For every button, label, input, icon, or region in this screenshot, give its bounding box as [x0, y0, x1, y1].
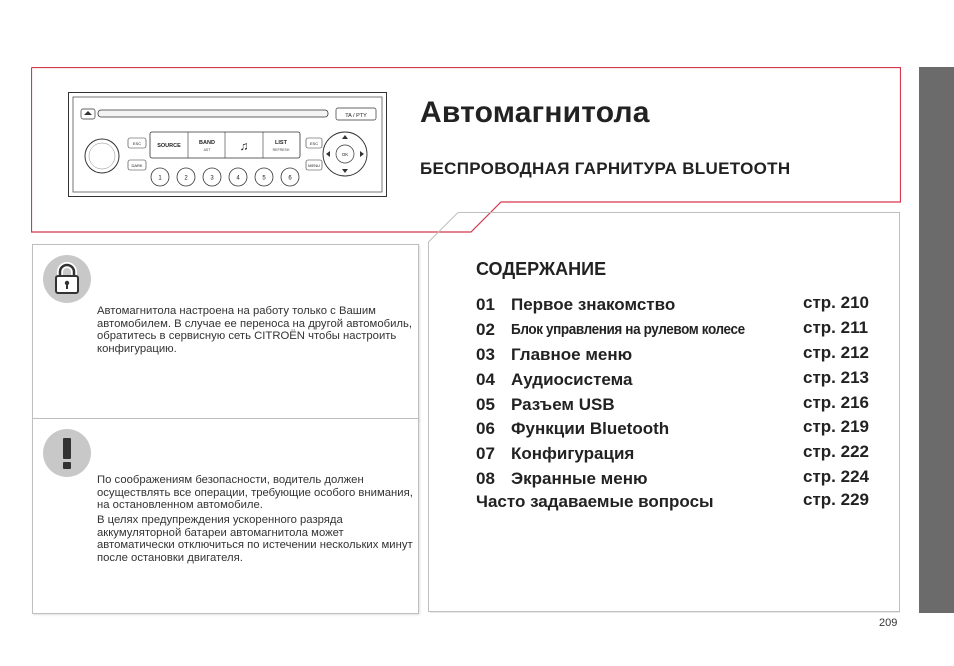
radio-illustration	[68, 92, 388, 203]
exclamation-icon-circle	[43, 429, 91, 477]
preset-5-label: 5	[262, 175, 266, 182]
toc-item-label: Аудиосистема	[511, 370, 633, 389]
toc-item-number: 04	[476, 370, 495, 389]
toc-item-faq[interactable]	[476, 492, 886, 516]
toc-item-04[interactable]	[476, 370, 886, 394]
contents-heading: СОДЕРЖАНИЕ	[476, 259, 607, 279]
toc-item-label: Первое знакомство	[511, 295, 676, 314]
toc-item-03[interactable]	[476, 345, 886, 369]
toc-item-06[interactable]	[476, 419, 886, 443]
toc-item-number: 08	[476, 469, 495, 488]
band-sub-label: AST	[203, 148, 211, 152]
toc-item-07[interactable]	[476, 444, 886, 468]
toc-item-number: 03	[476, 345, 495, 364]
toc-item-page: стр. 219	[803, 417, 869, 436]
page-number: 209	[879, 617, 898, 629]
lock-info-box	[32, 244, 419, 420]
chapter-side-tab	[919, 67, 954, 613]
padlock-icon-circle	[43, 255, 91, 303]
ta-pty-label: TA / PTY	[345, 113, 367, 119]
source-button[interactable]: SOURCE	[157, 143, 181, 149]
toc-item-label: Блок управления на рулевом колесе	[511, 322, 745, 338]
page-subtitle: БЕСПРОВОДНАЯ ГАРНИТУРА BLUETOOTH	[420, 159, 791, 178]
warning-info-text-2: В целях предупреждения ускоренного разряда аккумуляторной батареи автомагнитола может автоматически отключиться по истечении нескольких минут после остановки двигателя.	[97, 514, 413, 564]
toc-item-label: Разъем USB	[511, 395, 615, 414]
lock-info-text: Автомагнитола настроена на работу только с Вашим автомобилем. В случае ее переноса на другой автомобиль, обратитесь в сервисную сеть CITROËN чтобы настроить конфигурацию.	[97, 305, 412, 355]
cd-slot	[98, 110, 328, 117]
toc-item-page: стр. 213	[803, 368, 869, 387]
toc-faq-label: Часто задаваемые вопросы	[476, 492, 714, 511]
preset-4-label: 4	[236, 175, 240, 182]
esc-right-label: ESC	[309, 141, 319, 146]
toc-item-number: 07	[476, 444, 495, 463]
esc-left-label: ESC	[132, 141, 142, 146]
toc-item-number: 06	[476, 419, 495, 438]
toc-item-number: 01	[476, 295, 495, 314]
ok-label: OK	[341, 152, 349, 157]
dark-label: DARK	[131, 163, 143, 168]
toc-item-page: стр. 222	[803, 442, 869, 461]
toc-item-01[interactable]	[476, 295, 886, 319]
toc-item-label: Экранные меню	[511, 469, 648, 488]
toc-item-number: 05	[476, 395, 495, 414]
toc-item-number: 02	[476, 320, 495, 339]
menu-label: MENU	[308, 163, 320, 168]
toc-item-page: стр. 212	[803, 343, 869, 362]
toc-item-label: Главное меню	[511, 345, 633, 364]
volume-knob[interactable]	[85, 139, 119, 173]
warning-info-box	[32, 418, 419, 614]
exclamation-icon	[43, 429, 91, 477]
preset-3-label: 3	[210, 175, 214, 182]
page-title: Автомагнитола	[420, 96, 650, 129]
toc-item-05[interactable]	[476, 395, 886, 419]
band-button[interactable]: BAND	[199, 140, 215, 146]
toc-item-02[interactable]	[476, 320, 886, 344]
preset-6-label: 6	[288, 175, 292, 182]
padlock-icon	[43, 255, 91, 303]
warning-info-text-1: По соображениям безопасности, водитель должен осуществлять все операции, требующие особого внимания, на остановленном автомобиле.	[97, 474, 413, 512]
preset-1-label: 1	[158, 175, 162, 182]
toc-item-label: Конфигурация	[511, 444, 635, 463]
toc-item-page: стр. 216	[803, 393, 869, 412]
toc-item-page: стр. 224	[803, 467, 869, 486]
toc-item-page: стр. 211	[803, 318, 869, 337]
music-note-icon[interactable]: ♫	[239, 139, 249, 153]
list-button[interactable]: LIST	[275, 140, 287, 146]
list-sub-label: REFRESH	[272, 148, 290, 152]
toc-faq-page: стр. 229	[803, 490, 869, 509]
toc-item-page: стр. 210	[803, 293, 869, 312]
preset-2-label: 2	[184, 175, 188, 182]
toc-item-label: Функции Bluetooth	[511, 419, 670, 438]
